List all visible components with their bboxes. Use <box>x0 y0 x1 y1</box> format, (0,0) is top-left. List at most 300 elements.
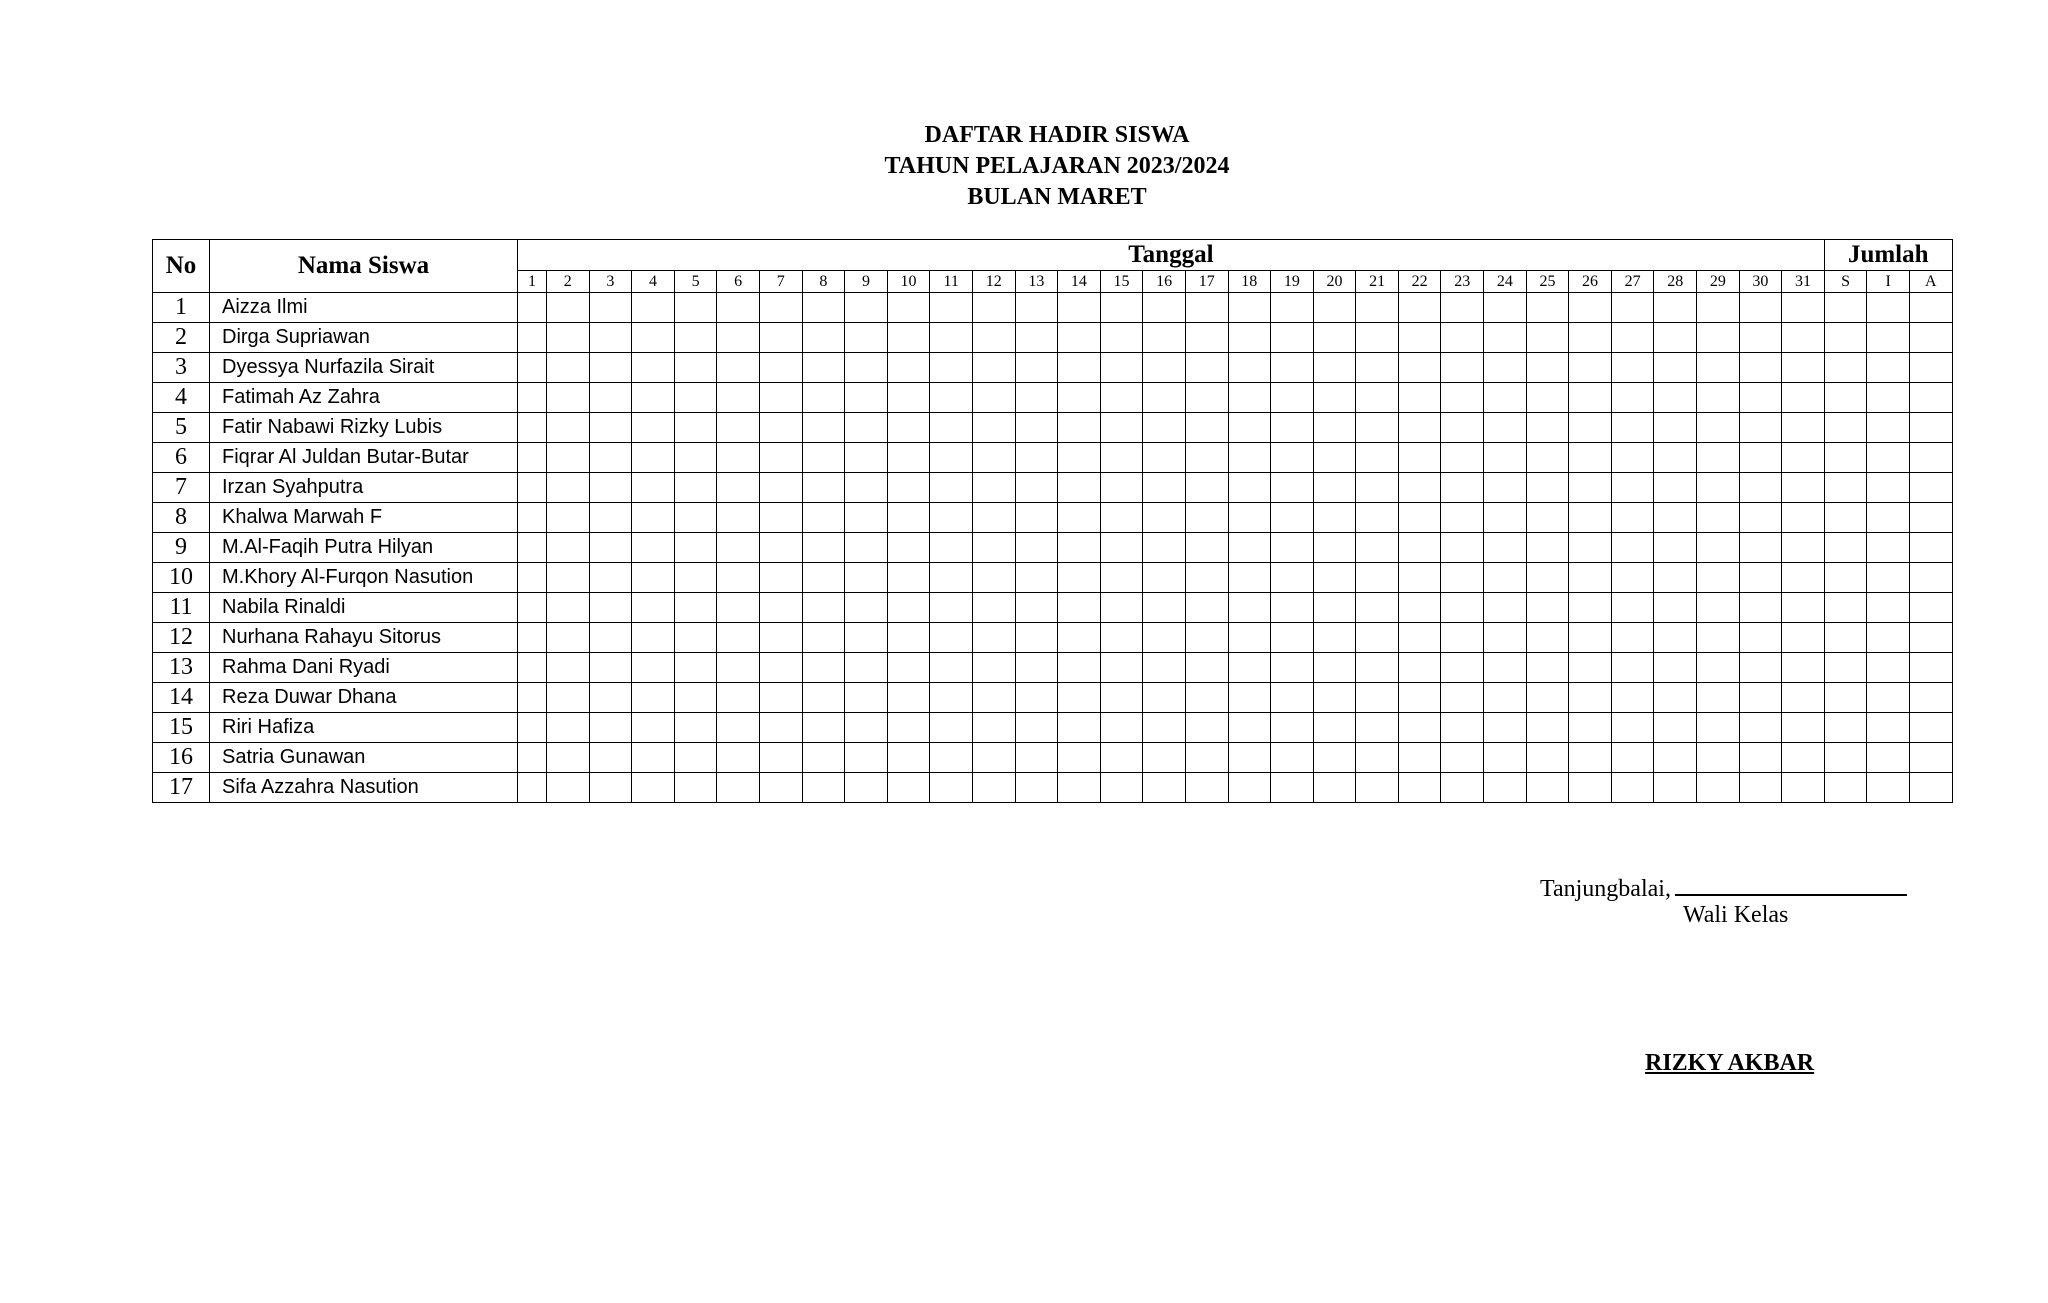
total-cell <box>1867 743 1910 773</box>
attendance-cell <box>1782 743 1825 773</box>
total-cell <box>1910 473 1953 503</box>
attendance-cell <box>1356 293 1399 323</box>
attendance-cell <box>1739 563 1782 593</box>
attendance-cell <box>845 353 888 383</box>
header-day-19: 19 <box>1271 271 1314 293</box>
header-day-8: 8 <box>802 271 845 293</box>
header-day-12: 12 <box>972 271 1015 293</box>
attendance-cell <box>1782 653 1825 683</box>
attendance-cell <box>1185 713 1228 743</box>
attendance-cell <box>1654 653 1697 683</box>
student-number: 15 <box>153 713 210 743</box>
attendance-cell <box>1654 773 1697 803</box>
attendance-cell <box>1271 593 1314 623</box>
student-number: 2 <box>153 323 210 353</box>
attendance-cell <box>589 323 632 353</box>
total-cell <box>1867 623 1910 653</box>
attendance-cell <box>1228 533 1271 563</box>
attendance-cell <box>1697 593 1740 623</box>
attendance-cell <box>1569 773 1612 803</box>
attendance-cell <box>887 443 930 473</box>
attendance-cell <box>1143 773 1186 803</box>
attendance-cell <box>845 533 888 563</box>
attendance-cell <box>589 623 632 653</box>
header-day-2: 2 <box>547 271 590 293</box>
attendance-cell <box>802 533 845 563</box>
attendance-cell <box>759 683 802 713</box>
attendance-cell <box>1185 353 1228 383</box>
attendance-cell <box>1697 383 1740 413</box>
attendance-cell <box>1015 353 1058 383</box>
attendance-cell <box>674 653 717 683</box>
attendance-cell <box>972 563 1015 593</box>
signature-name: RIZKY AKBAR <box>1645 1050 1815 1076</box>
table-row <box>153 383 1953 413</box>
table-row <box>153 623 1953 653</box>
attendance-cell <box>1185 293 1228 323</box>
attendance-cell <box>930 743 973 773</box>
header-day-18: 18 <box>1228 271 1271 293</box>
attendance-cell <box>1185 533 1228 563</box>
attendance-cell <box>547 563 590 593</box>
total-cell <box>1824 683 1867 713</box>
total-cell <box>1824 773 1867 803</box>
attendance-cell <box>674 623 717 653</box>
attendance-cell <box>717 503 760 533</box>
attendance-cell <box>1398 563 1441 593</box>
total-cell <box>1910 503 1953 533</box>
attendance-cell <box>1782 563 1825 593</box>
attendance-cell <box>632 623 675 653</box>
header-day-20: 20 <box>1313 271 1356 293</box>
attendance-cell <box>1313 683 1356 713</box>
attendance-cell <box>802 383 845 413</box>
student-number: 11 <box>153 593 210 623</box>
total-cell <box>1910 653 1953 683</box>
attendance-cell <box>887 323 930 353</box>
attendance-cell <box>1441 353 1484 383</box>
attendance-cell <box>930 563 973 593</box>
table-row <box>153 713 1953 743</box>
attendance-cell <box>1441 773 1484 803</box>
signature-role: Wali Kelas <box>1683 902 1789 928</box>
attendance-cell <box>1697 743 1740 773</box>
attendance-cell <box>1739 503 1782 533</box>
attendance-cell <box>1356 473 1399 503</box>
attendance-cell <box>1100 323 1143 353</box>
attendance-cell <box>1611 473 1654 503</box>
attendance-cell <box>589 353 632 383</box>
student-number: 5 <box>153 413 210 443</box>
attendance-cell <box>1228 503 1271 533</box>
attendance-cell <box>802 773 845 803</box>
attendance-cell <box>845 623 888 653</box>
attendance-cell <box>1697 773 1740 803</box>
attendance-cell <box>1356 713 1399 743</box>
attendance-cell <box>1228 653 1271 683</box>
table-row <box>153 593 1953 623</box>
attendance-cell <box>547 623 590 653</box>
attendance-cell <box>972 353 1015 383</box>
attendance-cell <box>1356 773 1399 803</box>
total-cell <box>1910 623 1953 653</box>
attendance-cell <box>845 443 888 473</box>
header-day-24: 24 <box>1484 271 1527 293</box>
attendance-cell <box>1484 353 1527 383</box>
total-cell <box>1910 773 1953 803</box>
attendance-cell <box>1569 563 1612 593</box>
attendance-cell <box>1015 653 1058 683</box>
attendance-cell <box>1569 653 1612 683</box>
attendance-cell <box>1143 713 1186 743</box>
attendance-cell <box>1228 443 1271 473</box>
attendance-cell <box>1398 413 1441 443</box>
attendance-cell <box>1015 473 1058 503</box>
attendance-cell <box>518 683 547 713</box>
attendance-cell <box>1484 443 1527 473</box>
attendance-cell <box>717 593 760 623</box>
attendance-cell <box>1441 563 1484 593</box>
attendance-cell <box>518 593 547 623</box>
attendance-cell <box>845 713 888 743</box>
attendance-cell <box>802 623 845 653</box>
attendance-cell <box>930 473 973 503</box>
attendance-cell <box>1611 593 1654 623</box>
attendance-cell <box>1143 443 1186 473</box>
attendance-cell <box>1015 743 1058 773</box>
attendance-cell <box>1100 413 1143 443</box>
attendance-cell <box>674 773 717 803</box>
attendance-cell <box>1441 683 1484 713</box>
attendance-cell <box>1526 563 1569 593</box>
attendance-cell <box>1015 533 1058 563</box>
attendance-cell <box>1143 323 1186 353</box>
student-number: 7 <box>153 473 210 503</box>
attendance-cell <box>518 623 547 653</box>
attendance-cell <box>1143 593 1186 623</box>
total-cell <box>1867 533 1910 563</box>
header-day-26: 26 <box>1569 271 1612 293</box>
table-row <box>153 743 1953 773</box>
total-cell <box>1824 563 1867 593</box>
total-cell <box>1910 413 1953 443</box>
attendance-cell <box>1015 383 1058 413</box>
attendance-cell <box>1185 743 1228 773</box>
attendance-cell <box>1356 743 1399 773</box>
attendance-cell <box>1356 653 1399 683</box>
attendance-cell <box>1697 323 1740 353</box>
attendance-cell <box>1271 353 1314 383</box>
total-cell <box>1910 563 1953 593</box>
attendance-cell <box>1654 503 1697 533</box>
attendance-cell <box>930 533 973 563</box>
attendance-cell <box>759 413 802 443</box>
attendance-cell <box>1356 623 1399 653</box>
attendance-cell <box>632 503 675 533</box>
attendance-cell <box>632 593 675 623</box>
attendance-cell <box>1015 503 1058 533</box>
attendance-cell <box>802 473 845 503</box>
attendance-cell <box>717 323 760 353</box>
attendance-cell <box>589 683 632 713</box>
attendance-cell <box>1058 623 1101 653</box>
attendance-cell <box>717 293 760 323</box>
attendance-cell <box>1143 623 1186 653</box>
student-number: 12 <box>153 623 210 653</box>
header-total-a: A <box>1910 271 1953 293</box>
table-row <box>153 683 1953 713</box>
attendance-cell <box>518 653 547 683</box>
student-name: Fatir Nabawi Rizky Lubis <box>210 413 518 443</box>
attendance-cell <box>759 533 802 563</box>
header-day-25: 25 <box>1526 271 1569 293</box>
attendance-cell <box>759 773 802 803</box>
attendance-cell <box>759 563 802 593</box>
attendance-cell <box>802 443 845 473</box>
attendance-cell <box>1185 383 1228 413</box>
attendance-cell <box>1185 593 1228 623</box>
attendance-cell <box>1058 293 1101 323</box>
attendance-cell <box>759 623 802 653</box>
student-number: 1 <box>153 293 210 323</box>
attendance-cell <box>1185 563 1228 593</box>
attendance-cell <box>1526 743 1569 773</box>
attendance-cell <box>589 653 632 683</box>
attendance-cell <box>1654 713 1697 743</box>
attendance-cell <box>1611 743 1654 773</box>
attendance-cell <box>632 683 675 713</box>
attendance-cell <box>1100 623 1143 653</box>
attendance-cell <box>1526 653 1569 683</box>
attendance-cell <box>1526 413 1569 443</box>
attendance-cell <box>1143 503 1186 533</box>
attendance-cell <box>1015 413 1058 443</box>
attendance-cell <box>1611 443 1654 473</box>
header-day-9: 9 <box>845 271 888 293</box>
attendance-cell <box>1484 383 1527 413</box>
total-cell <box>1867 323 1910 353</box>
attendance-cell <box>1100 443 1143 473</box>
student-number: 3 <box>153 353 210 383</box>
attendance-cell <box>1058 563 1101 593</box>
attendance-cell <box>1697 503 1740 533</box>
attendance-cell <box>632 413 675 443</box>
attendance-cell <box>1484 773 1527 803</box>
attendance-cell <box>930 593 973 623</box>
attendance-cell <box>1611 623 1654 653</box>
attendance-cell <box>1015 443 1058 473</box>
attendance-cell <box>1611 563 1654 593</box>
attendance-cell <box>1739 683 1782 713</box>
attendance-cell <box>1313 563 1356 593</box>
attendance-cell <box>674 323 717 353</box>
attendance-cell <box>1356 413 1399 443</box>
attendance-cell <box>1398 653 1441 683</box>
attendance-cell <box>674 443 717 473</box>
attendance-cell <box>1569 323 1612 353</box>
attendance-cell <box>845 773 888 803</box>
attendance-cell <box>1356 683 1399 713</box>
total-cell <box>1824 383 1867 413</box>
attendance-cell <box>1398 683 1441 713</box>
attendance-cell <box>1697 473 1740 503</box>
attendance-cell <box>845 503 888 533</box>
student-number: 13 <box>153 653 210 683</box>
attendance-cell <box>930 443 973 473</box>
attendance-cell <box>802 593 845 623</box>
attendance-cell <box>887 473 930 503</box>
attendance-cell <box>717 653 760 683</box>
attendance-cell <box>1441 653 1484 683</box>
attendance-cell <box>1398 773 1441 803</box>
attendance-cell <box>1654 293 1697 323</box>
attendance-cell <box>1271 773 1314 803</box>
attendance-cell <box>759 383 802 413</box>
attendance-cell <box>1356 353 1399 383</box>
attendance-cell <box>1143 293 1186 323</box>
attendance-cell <box>547 323 590 353</box>
attendance-cell <box>1143 653 1186 683</box>
attendance-cell <box>1654 563 1697 593</box>
attendance-cell <box>1228 563 1271 593</box>
attendance-cell <box>1484 623 1527 653</box>
attendance-cell <box>802 413 845 443</box>
attendance-cell <box>1654 623 1697 653</box>
student-number: 16 <box>153 743 210 773</box>
table-row <box>153 443 1953 473</box>
attendance-cell <box>1526 353 1569 383</box>
attendance-cell <box>1100 593 1143 623</box>
attendance-cell <box>1271 323 1314 353</box>
attendance-cell <box>1484 653 1527 683</box>
attendance-cell <box>1356 503 1399 533</box>
attendance-cell <box>1526 323 1569 353</box>
attendance-cell <box>547 713 590 743</box>
attendance-cell <box>1015 713 1058 743</box>
total-cell <box>1910 443 1953 473</box>
attendance-cell <box>1143 383 1186 413</box>
attendance-cell <box>887 593 930 623</box>
attendance-cell <box>845 293 888 323</box>
attendance-cell <box>589 473 632 503</box>
header-day-23: 23 <box>1441 271 1484 293</box>
attendance-cell <box>1782 413 1825 443</box>
attendance-cell <box>674 683 717 713</box>
attendance-cell <box>1143 473 1186 503</box>
attendance-cell <box>1058 653 1101 683</box>
attendance-cell <box>589 563 632 593</box>
attendance-cell <box>717 713 760 743</box>
attendance-cell <box>1228 593 1271 623</box>
attendance-cell <box>1611 653 1654 683</box>
attendance-cell <box>1143 683 1186 713</box>
attendance-cell <box>1271 473 1314 503</box>
attendance-cell <box>1398 623 1441 653</box>
student-number: 14 <box>153 683 210 713</box>
attendance-cell <box>887 383 930 413</box>
attendance-cell <box>1526 773 1569 803</box>
attendance-cell <box>1313 413 1356 443</box>
attendance-cell <box>1782 383 1825 413</box>
header-day-7: 7 <box>759 271 802 293</box>
attendance-cell <box>1782 293 1825 323</box>
attendance-cell <box>1185 443 1228 473</box>
attendance-cell <box>1398 713 1441 743</box>
attendance-cell <box>930 413 973 443</box>
attendance-cell <box>589 533 632 563</box>
header-day-14: 14 <box>1058 271 1101 293</box>
attendance-cell <box>1441 743 1484 773</box>
attendance-cell <box>1441 413 1484 443</box>
attendance-cell <box>1484 683 1527 713</box>
header-day-5: 5 <box>674 271 717 293</box>
attendance-cell <box>1313 713 1356 743</box>
attendance-cell <box>1569 443 1612 473</box>
attendance-cell <box>972 383 1015 413</box>
attendance-cell <box>674 743 717 773</box>
attendance-cell <box>1441 593 1484 623</box>
attendance-cell <box>1271 293 1314 323</box>
attendance-cell <box>930 683 973 713</box>
header-day-29: 29 <box>1697 271 1740 293</box>
table-row <box>153 413 1953 443</box>
attendance-cell <box>632 383 675 413</box>
attendance-cell <box>589 503 632 533</box>
attendance-cell <box>1739 323 1782 353</box>
attendance-cell <box>972 293 1015 323</box>
student-name: Dirga Supriawan <box>210 323 518 353</box>
attendance-cell <box>1271 413 1314 443</box>
attendance-cell <box>674 533 717 563</box>
attendance-cell <box>972 743 1015 773</box>
attendance-cell <box>1526 683 1569 713</box>
attendance-cell <box>674 293 717 323</box>
attendance-cell <box>1313 443 1356 473</box>
date-blank-line <box>1675 872 1907 896</box>
attendance-cell <box>632 713 675 743</box>
attendance-cell <box>759 293 802 323</box>
attendance-cell <box>972 473 1015 503</box>
attendance-cell <box>1100 713 1143 743</box>
header-total-i: I <box>1867 271 1910 293</box>
attendance-cell <box>518 383 547 413</box>
attendance-cell <box>1100 563 1143 593</box>
attendance-cell <box>1526 383 1569 413</box>
attendance-cell <box>1654 473 1697 503</box>
attendance-cell <box>1100 683 1143 713</box>
attendance-cell <box>845 413 888 443</box>
attendance-cell <box>1782 593 1825 623</box>
attendance-cell <box>1185 623 1228 653</box>
attendance-cell <box>547 503 590 533</box>
attendance-cell <box>1739 383 1782 413</box>
header-jumlah: Jumlah <box>1824 240 1952 271</box>
attendance-cell <box>1569 293 1612 323</box>
attendance-cell <box>717 443 760 473</box>
attendance-cell <box>717 623 760 653</box>
attendance-cell <box>1313 383 1356 413</box>
attendance-cell <box>1569 593 1612 623</box>
document-title <box>0 120 2048 213</box>
attendance-cell <box>589 773 632 803</box>
header-day-3: 3 <box>589 271 632 293</box>
total-cell <box>1867 563 1910 593</box>
attendance-cell <box>547 683 590 713</box>
attendance-cell <box>1484 293 1527 323</box>
attendance-cell <box>1484 503 1527 533</box>
attendance-cell <box>930 353 973 383</box>
attendance-cell <box>845 683 888 713</box>
